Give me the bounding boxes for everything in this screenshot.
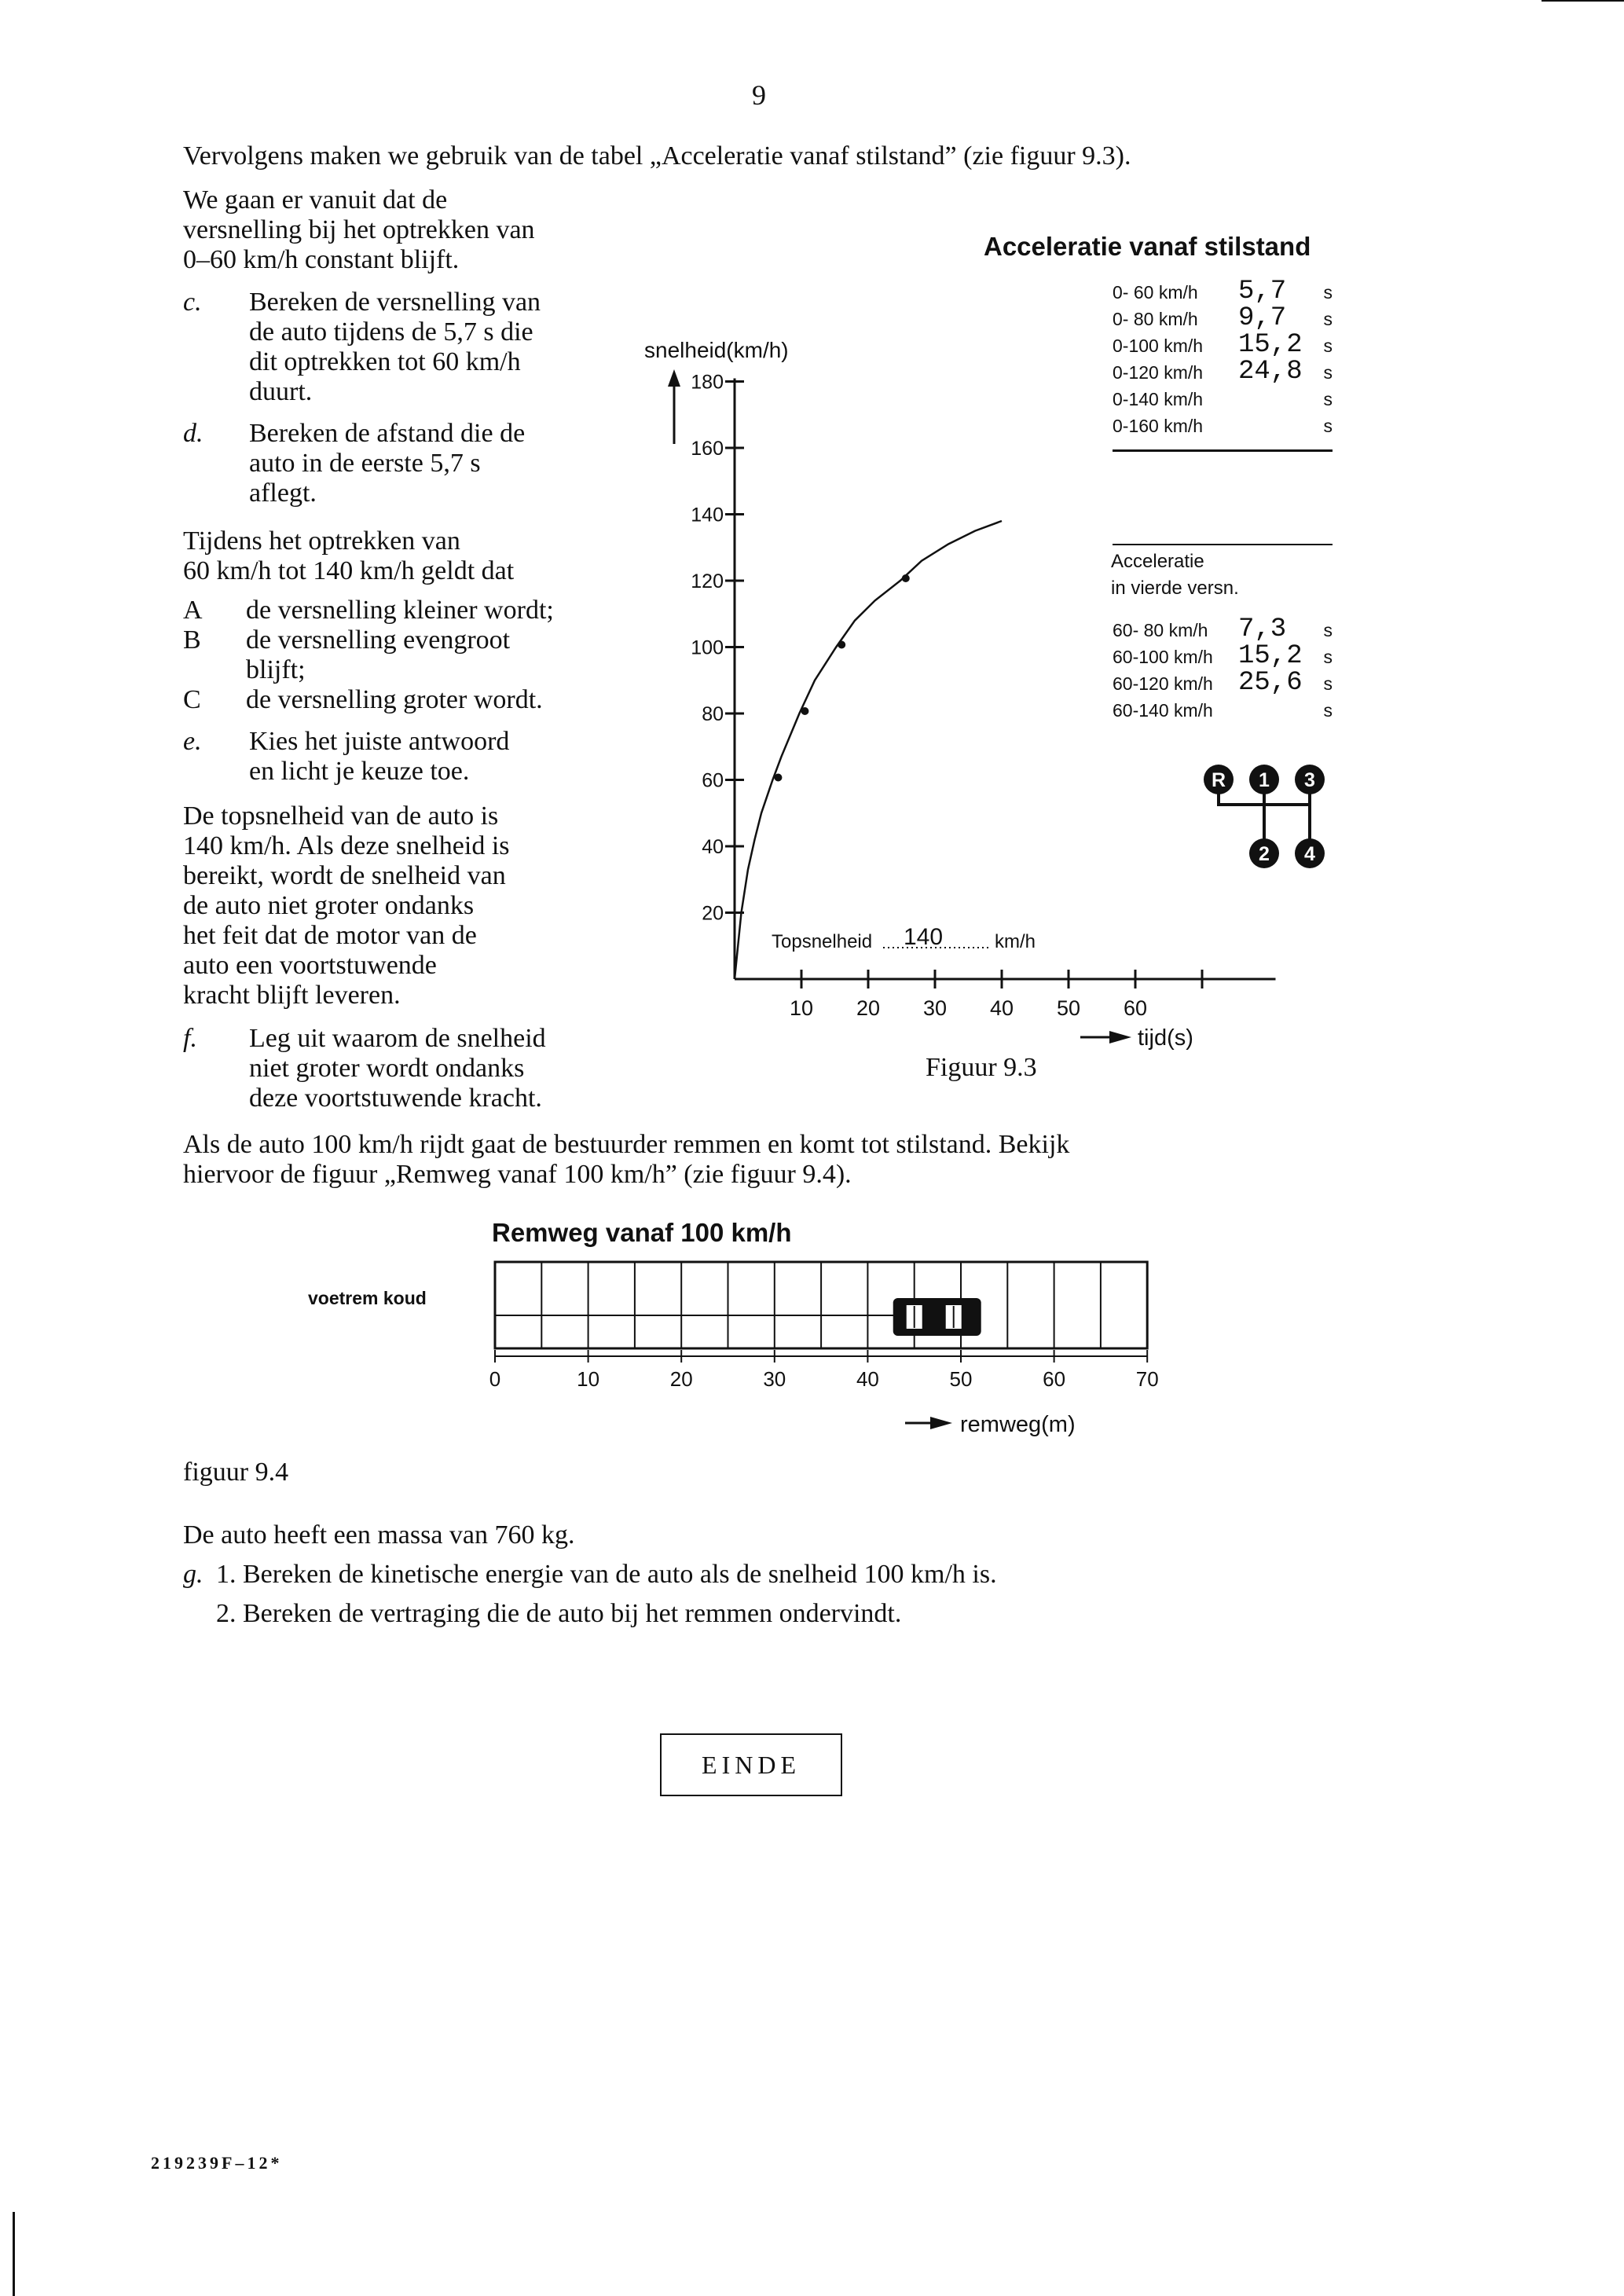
y-tick-label: 120 [691, 570, 724, 592]
acceleration-row-unit: s [1323, 336, 1333, 356]
acceleration-row-value: 9,7 [1238, 303, 1287, 333]
gear-label-4: 4 [1304, 843, 1315, 865]
acceleration-row-value: 5,7 [1238, 277, 1287, 306]
braking-x-tick-label: 0 [489, 1367, 501, 1391]
gear-row-unit: s [1323, 620, 1333, 640]
braking-chart-title: Remweg vanaf 100 km/h [492, 1218, 792, 1247]
gear-row-range: 60- 80 km/h [1113, 620, 1208, 640]
braking-arrow-icon [930, 1417, 952, 1429]
figure-93-caption: Figuur 9.3 [926, 1053, 1037, 1082]
intro-line: Vervolgens maken we gebruik van de tabel „Acceleratie vanaf stilstand” (zie figuur 9.3). [183, 141, 1131, 171]
question-g-label: g. [183, 1560, 203, 1589]
acceleration-row-range: 0- 60 km/h [1113, 282, 1198, 303]
question-f-text: Leg uit waarom de snelheid niet groter wordt ondanks deze voortstuwende kracht. [249, 1024, 546, 1113]
einde-box: EINDE [660, 1733, 842, 1796]
braking-distance-chart [306, 1249, 1202, 1446]
gear-label-r: R [1211, 769, 1226, 791]
question-c-label: c. [183, 288, 202, 317]
during-text: Tijdens het optrekken van 60 km/h tot 140 km/h geldt dat [183, 526, 515, 585]
braking-x-tick-label: 50 [949, 1367, 973, 1391]
y-axis-arrow-icon [668, 369, 680, 387]
x-tick-label: 50 [1056, 996, 1081, 1020]
acceleration-row-range: 0-100 km/h [1113, 336, 1204, 356]
question-d-text: Bereken de afstand die de auto in de eerste 5,7 s aflegt. [249, 419, 526, 508]
gear-row-range: 60-120 km/h [1113, 673, 1213, 694]
x-tick-label: 20 [856, 996, 881, 1020]
acceleration-row-unit: s [1323, 416, 1333, 436]
scan-edge-top-right [1542, 0, 1624, 2]
topsnelheid-label: Topsnelheid [772, 931, 873, 952]
question-d-label: d. [183, 419, 203, 448]
question-g-part-2: 2. Bereken de vertraging die de auto bij het remmen ondervindt. [216, 1599, 902, 1628]
velocity-time-chart [629, 322, 1296, 1076]
topsnelheid-value: 140 [904, 924, 944, 950]
question-e-label: e. [183, 727, 202, 756]
y-tick-label: 40 [702, 836, 724, 858]
braking-x-tick-label: 10 [577, 1367, 600, 1391]
option-a-label: A [183, 596, 203, 625]
acceleration-row-unit: s [1323, 362, 1333, 383]
gear-row-unit: s [1323, 700, 1333, 721]
gear-row-value: 7,3 [1238, 614, 1287, 644]
gear-row-value: 15,2 [1238, 641, 1303, 671]
data-point-marker [801, 707, 808, 715]
gear-row-range: 60-100 km/h [1113, 647, 1213, 667]
braking-x-tick-label: 70 [1135, 1367, 1159, 1391]
car-icon [893, 1298, 981, 1336]
braking-x-tick-label: 30 [763, 1367, 786, 1391]
option-c-label: C [183, 685, 201, 714]
braking-x-tick-label: 40 [856, 1367, 879, 1391]
option-b-text: de versnelling evengroot blijft; [246, 625, 511, 684]
option-c-text: de versnelling groter wordt. [246, 685, 543, 714]
gear-row-unit: s [1323, 673, 1333, 694]
y-axis-label: snelheid(km/h) [644, 338, 789, 362]
gear-row-value: 25,6 [1238, 668, 1303, 698]
topspeed-paragraph: De topsnelheid van de auto is 140 km/h. Als deze snelheid is bereikt, wordt de snelheid van de auto niet groter ondanks het feit dat de motor van de auto een voortstuwende kracht blijft leveren. [183, 801, 510, 1010]
question-f-label: f. [183, 1024, 197, 1053]
acceleration-row-range: 0-120 km/h [1113, 362, 1204, 383]
acceleration-row-value: 24,8 [1238, 357, 1303, 387]
acceleration-row-range: 0-160 km/h [1113, 416, 1204, 436]
topsnelheid-unit: km/h [995, 931, 1036, 952]
data-point-marker [902, 574, 910, 582]
question-e-text: Kies het juiste antwoord en licht je keuze toe. [249, 727, 510, 786]
acceleration-row-range: 0- 80 km/h [1113, 309, 1198, 329]
y-tick-label: 20 [702, 902, 724, 925]
option-b-label: B [183, 625, 201, 655]
y-tick-label: 160 [691, 438, 724, 460]
braking-category-label: voetrem koud [308, 1288, 427, 1308]
y-tick-label: 100 [691, 636, 724, 659]
x-tick-label: 60 [1123, 996, 1148, 1020]
data-point-marker [838, 641, 845, 649]
x-tick-label: 40 [989, 996, 1014, 1020]
gear-row-unit: s [1323, 647, 1333, 667]
question-g [183, 1560, 1283, 1628]
x-tick-label: 10 [789, 996, 814, 1020]
gear-label-3: 3 [1304, 769, 1315, 791]
braking-x-tick-label: 20 [669, 1367, 693, 1391]
mass-line: De auto heeft een massa van 760 kg. [183, 1520, 575, 1550]
option-a-text: de versnelling kleiner wordt; [246, 596, 554, 625]
footer-code: 219239F‒12* [151, 2153, 283, 2173]
acceleration-row-unit: s [1323, 309, 1333, 329]
page-number: 9 [752, 79, 766, 111]
y-tick-label: 140 [691, 504, 724, 526]
gear-label-1: 1 [1259, 769, 1270, 791]
assumption-text: We gaan er vanuit dat de versnelling bij het optrekken van 0–60 km/h constant blijft. [183, 185, 535, 274]
acceleration-row-unit: s [1323, 282, 1333, 303]
y-tick-label: 60 [702, 769, 724, 792]
braking-x-axis-label: remweg(m) [960, 1412, 1076, 1437]
x-axis-label: tijd(s) [1138, 1025, 1193, 1051]
acceleration-table-title: Acceleratie vanaf stilstand [984, 232, 1311, 261]
acceleration-row [1113, 277, 1333, 306]
x-axis-arrow-icon [1109, 1031, 1131, 1043]
gear-table-title: Acceleratie in vierde versn. [1111, 551, 1239, 599]
braking-x-tick-label: 60 [1043, 1367, 1066, 1391]
x-tick-label: 30 [922, 996, 948, 1020]
y-tick-label: 180 [691, 371, 724, 394]
scan-edge-bottom-left [13, 2212, 15, 2296]
braking-paragraph: Als de auto 100 km/h rijdt gaat de bestuurder remmen en komt tot stilstand. Bekijk hiervoor de figuur „Remweg vanaf 100 km/h” (zie figuur 9.4). [183, 1130, 1070, 1189]
gear-4-icon [1295, 838, 1325, 868]
y-tick-label: 80 [702, 703, 724, 725]
data-point-marker [774, 774, 782, 782]
question-c-text: Bereken de versnelling van de auto tijdens de 5,7 s die dit optrekken tot 60 km/h duurt. [249, 288, 541, 406]
acceleration-row-unit: s [1323, 389, 1333, 409]
gear-3-icon [1295, 765, 1325, 794]
figure-94-caption: figuur 9.4 [183, 1458, 289, 1487]
question-g-part-1: 1. Bereken de kinetische energie van de auto als de snelheid 100 km/h is. [216, 1560, 997, 1589]
gear-label-2: 2 [1259, 843, 1270, 865]
gear-row-range: 60-140 km/h [1113, 700, 1213, 721]
speed-curve-line [735, 521, 1002, 979]
acceleration-row-range: 0-140 km/h [1113, 389, 1204, 409]
acceleration-row-value: 15,2 [1238, 330, 1303, 360]
